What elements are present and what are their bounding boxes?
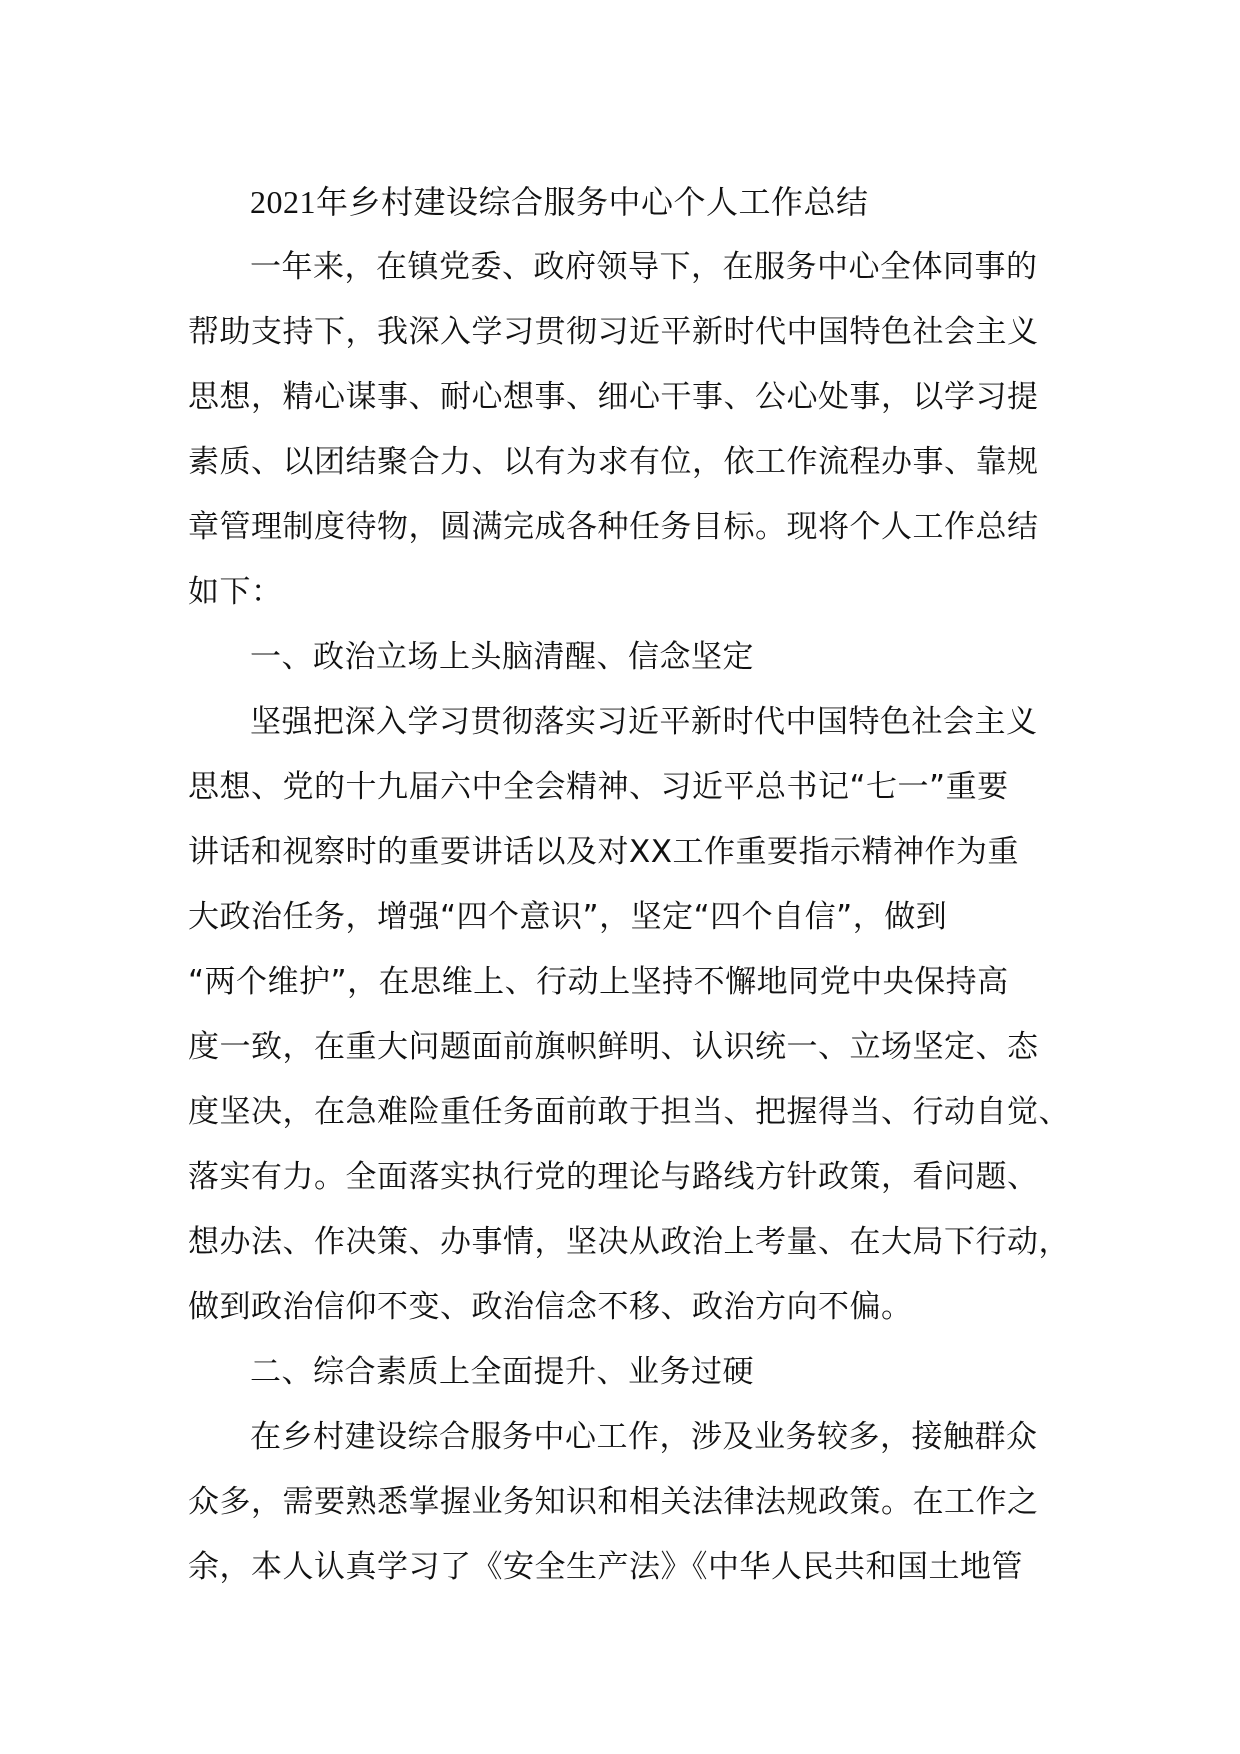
text-line: 余，本人认真学习了《安全生产法》《中华人民共和国土地管 bbox=[188, 1549, 1023, 1585]
text-line: 度一致，在重大问题面前旗帜鲜明、认识统一、立场坚定、态 bbox=[188, 1029, 1039, 1065]
document-title: 2021年乡村建设综合服务中心个人工作总结 bbox=[250, 184, 869, 220]
text-line: 讲话和视察时的重要讲话以及对XX工作重要指示精神作为重 bbox=[188, 834, 1019, 870]
text-line: 素质、以团结聚合力、以有为求有位，依工作流程办事、靠规 bbox=[188, 444, 1039, 480]
text-line: 如下： bbox=[188, 574, 283, 610]
text-line: 一、政治立场上头脑清醒、信念坚定 bbox=[250, 639, 754, 675]
document-body bbox=[188, 170, 1070, 1600]
text-line: 做到政治信仰不变、政治信念不移、政治方向不偏。 bbox=[188, 1289, 913, 1325]
text-line: 度坚决，在急难险重任务面前敢于担当、把握得当、行动自觉、 bbox=[188, 1094, 1070, 1130]
text-line: 思想、党的十九届六中全会精神、习近平总书记“七一”重要 bbox=[188, 769, 1009, 805]
text-line: 一年来，在镇党委、政府领导下，在服务中心全体同事的 bbox=[250, 249, 1038, 285]
text-line: 帮助支持下，我深入学习贯彻习近平新时代中国特色社会主义 bbox=[188, 314, 1039, 350]
text-line: 想办法、作决策、办事情，坚决从政治上考量、在大局下行动， bbox=[188, 1224, 1070, 1260]
text-line: 落实有力。全面落实执行党的理论与路线方针政策，看问题、 bbox=[188, 1159, 1039, 1195]
text-line: 在乡村建设综合服务中心工作，涉及业务较多，接触群众 bbox=[250, 1419, 1038, 1455]
text-line: 章管理制度待物，圆满完成各种任务目标。现将个人工作总结 bbox=[188, 509, 1039, 545]
text-line: 坚强把深入学习贯彻落实习近平新时代中国特色社会主义 bbox=[250, 704, 1038, 740]
paragraph-lines bbox=[188, 235, 1070, 1600]
text-line: 大政治任务，增强“四个意识”，坚定“四个自信”，做到 bbox=[188, 899, 948, 935]
text-line: “两个维护”，在思维上、行动上坚持不懈地同党中央保持高 bbox=[188, 964, 1009, 1000]
text-line: 思想，精心谋事、耐心想事、细心干事、公心处事，以学习提 bbox=[188, 379, 1039, 415]
text-line: 二、综合素质上全面提升、业务过硬 bbox=[250, 1354, 754, 1390]
text-line: 众多，需要熟悉掌握业务知识和相关法律法规政策。在工作之 bbox=[188, 1484, 1039, 1520]
